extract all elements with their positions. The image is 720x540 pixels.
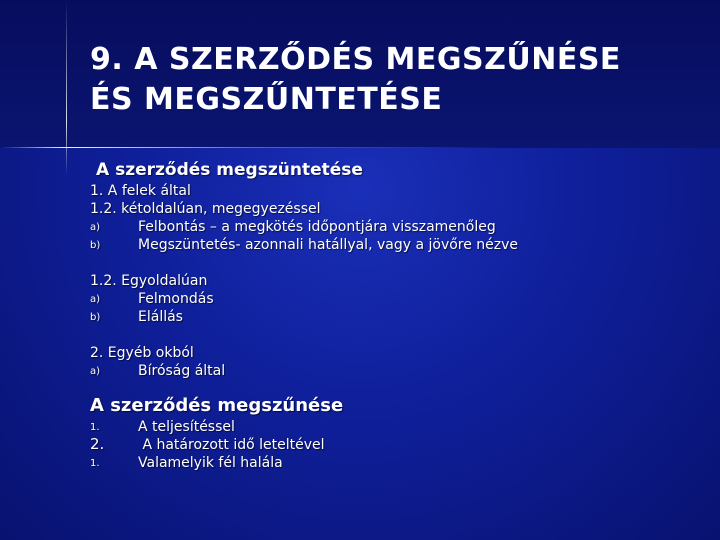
section-heading-termination: A szerződés megszüntetése [96, 160, 363, 180]
list-item: 1.2. Egyoldalúan [90, 273, 208, 289]
slide-title [90, 40, 621, 120]
list-subitem-text: Elállás [138, 309, 183, 325]
section-heading-expiry: A szerződés megszűnése [90, 395, 344, 416]
list-subitem [90, 308, 700, 326]
list-subitem-text: Felbontás – a megkötés időpontjára visszamenőleg [138, 219, 496, 235]
list-marker: a) [90, 222, 101, 233]
slide-title-line1: 9. A SZERZŐDÉS MEGSZŰNÉSE [90, 42, 621, 77]
list-subitem-text: Bíróság által [138, 363, 226, 379]
list-item: 1.2. kétoldalúan, megegyezéssel [90, 201, 321, 217]
list-marker: 1. [90, 422, 100, 433]
list-subitem [90, 436, 700, 454]
list-subitem [90, 418, 700, 436]
list-subitem [90, 236, 700, 254]
list-subitem-text: Valamelyik fél halála [138, 455, 283, 471]
list-subitem [90, 362, 700, 380]
slide-content [90, 158, 700, 472]
list-subitem-text: Megszüntetés- azonnali hatállyal, vagy a jövőre nézve [138, 237, 519, 253]
list-marker: b) [90, 312, 101, 323]
list-item: 2. Egyéb okból [90, 345, 194, 361]
list-subitem [90, 290, 700, 308]
list-subitem [90, 454, 700, 472]
list-subitem-text: A határozott idő leteltével [138, 437, 325, 453]
slide-title-line2: ÉS MEGSZŰNTETÉSE [90, 82, 443, 117]
list-marker: 1. [90, 458, 100, 469]
list-marker: a) [90, 294, 101, 305]
list-marker: b) [90, 240, 101, 251]
list-marker: 2. [90, 435, 105, 453]
list-subitem [90, 218, 700, 236]
list-subitem-text: A teljesítéssel [138, 419, 235, 435]
list-marker: a) [90, 366, 101, 377]
decorative-vertical-line [66, 0, 67, 175]
decorative-horizontal-line [0, 147, 720, 148]
list-subitem-text: Felmondás [138, 291, 214, 307]
list-item: 1. A felek által [90, 183, 191, 199]
